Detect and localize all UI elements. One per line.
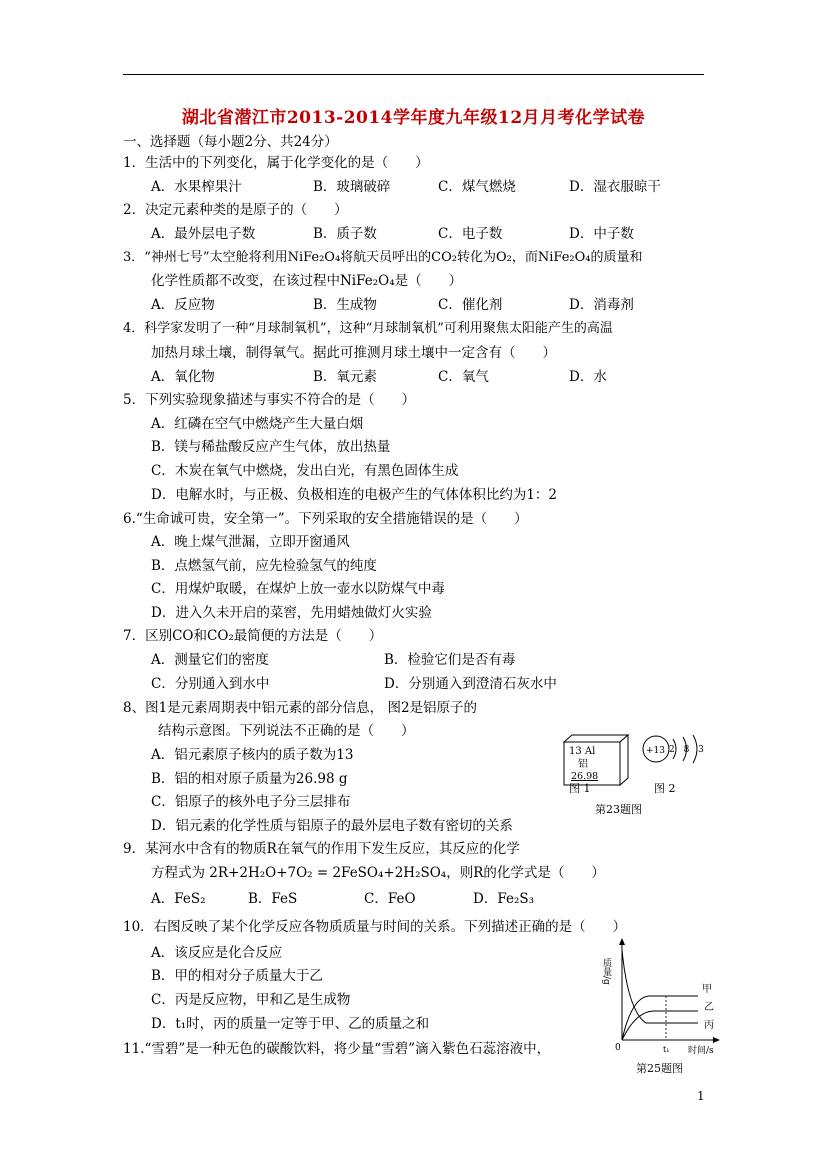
curve-bing <box>622 950 698 1023</box>
q5-option-a: A．红磷在空气中燃烧产生大量白烟 <box>151 416 364 432</box>
question-4-line2: 加热月球土壤，制得氧气。据此可推测月球土壤中一定含有（ ） <box>151 345 556 361</box>
q3-option-b: B．生成物 <box>313 297 377 313</box>
q2-option-d: D．中子数 <box>569 226 634 242</box>
q2-option-a: A．最外层电子数 <box>151 226 256 242</box>
q3-option-d: D．消毒剂 <box>569 297 634 313</box>
figure-25-caption: 第25题图 <box>636 1062 683 1075</box>
origin-label: 0 <box>615 1043 621 1053</box>
q6-option-b: B．点燃氢气前，应先检验氢气的纯度 <box>151 558 377 574</box>
q6-option-c: C．用煤炉取暖，在煤炉上放一壶水以防煤气中毒 <box>151 581 445 597</box>
q10-option-c: C．丙是反应物，甲和乙是生成物 <box>151 992 351 1008</box>
q7-option-a: A．测量它们的密度 <box>151 652 269 668</box>
q3-option-a: A．反应物 <box>151 297 215 313</box>
y-axis-label: 质量/g <box>602 958 611 985</box>
q1-option-d: D．湿衣服晾干 <box>569 179 661 195</box>
q8-option-c: C．铝原子的核外电子分三层排布 <box>151 794 351 810</box>
q8-option-a: A．铝元素原子核内的质子数为13 <box>151 747 354 763</box>
q6-option-a: A．晚上煤气泄漏，立即开窗通风 <box>151 534 350 550</box>
page-number: 1 <box>697 1089 705 1103</box>
q7-option-c: C．分别通入到水中 <box>151 676 270 692</box>
q9-option-c: C．FeO <box>364 891 416 907</box>
question-7: 7．区别CO和CO₂最简便的方法是（ ） <box>123 628 383 644</box>
q1-option-b: B．玻璃破碎 <box>313 179 391 195</box>
question-3-line1: 3．“神州七号”太空舱将利用NiFe₂O₄将航天员呼出的CO₂转化为O₂，而NiFe₂O₄的质量和 <box>123 250 643 265</box>
question-8-line2: 结构示意图。下列说法不正确的是（ ） <box>158 723 415 739</box>
question-10: 10．右图反映了某个化学反应各物质质量与时间的关系。下列描述正确的是（ ） <box>123 919 627 935</box>
curve-jia <box>622 996 698 1040</box>
q9-option-a: A．FeS₂ <box>151 891 206 907</box>
q7-option-b: B．检验它们是否有毒 <box>384 652 516 668</box>
series-label-bing: 丙 <box>704 1020 714 1031</box>
y-axis-arrow <box>619 938 625 945</box>
q3-option-c: C．催化剂 <box>438 297 503 313</box>
q9-option-d: D．Fe₂S₃ <box>473 891 535 907</box>
q1-option-a: A．水果榨果汁 <box>151 179 242 195</box>
question-11: 11.“雪碧”是一种无色的碳酸饮料，将少量“雪碧”滴入紫色石蕊溶液中， <box>123 1041 551 1057</box>
q4-option-d: D．水 <box>569 369 607 385</box>
nucleus-charge: +13 <box>646 746 665 756</box>
t1-label: t₁ <box>663 1045 670 1054</box>
header-rule <box>123 74 704 75</box>
tile-number-symbol: 13 Al <box>569 746 596 757</box>
q2-option-c: C．电子数 <box>438 226 503 242</box>
figure-1-label: 图 1 <box>569 782 591 795</box>
question-9-line2: 方程式为 2R+2H₂O+7O₂ = 2FeSO₄+2H₂SO₄，则R的化学式是（ ） <box>151 865 605 881</box>
q10-option-b: B．甲的相对分子质量大于乙 <box>151 968 323 984</box>
q1-option-c: C．煤气燃烧 <box>438 179 516 195</box>
page-title: 湖北省潜江市2013-2014学年度九年级12月月考化学试卷 <box>181 108 646 128</box>
q6-option-d: D．进入久未开启的菜窖，先用蜡烛做灯火实验 <box>151 605 432 621</box>
question-1: 1．生活中的下列变化，属于化学变化的是（ ） <box>123 155 429 171</box>
q10-option-d: D．t₁时，丙的质量一定等于甲、乙的质量之和 <box>151 1016 430 1032</box>
q7-option-d: D．分别通入到澄清石灰水中 <box>384 676 557 692</box>
q10-option-a: A．该反应是化合反应 <box>151 945 283 961</box>
tile-name: 铝 <box>578 759 588 770</box>
mass-time-graph <box>602 936 722 1058</box>
question-2: 2．决定元素种类的是原子的（ ） <box>123 202 348 218</box>
q9-option-b: B．FeS <box>248 891 298 907</box>
question-9-line1: 9．某河水中含有的物质R在氧气的作用下发生反应，其反应的化学 <box>123 841 520 857</box>
figure-25 <box>602 936 722 1078</box>
figure-23-caption: 第23题图 <box>595 803 642 816</box>
x-axis-arrow <box>713 1037 720 1043</box>
q4-option-b: B．氧元素 <box>313 369 377 385</box>
q8-option-b: B．铝的相对原子质量为26.98 g <box>151 771 348 787</box>
q4-option-c: C．氧气 <box>438 369 489 385</box>
question-3-line2: 化学性质都不改变，在该过程中NiFe₂O₄是（ ） <box>151 273 463 289</box>
curve-yi <box>622 1011 698 1040</box>
series-label-yi: 乙 <box>704 1002 714 1013</box>
q4-option-a: A．氧化物 <box>151 369 215 385</box>
tile-mass: 26.98 <box>571 771 599 782</box>
q2-option-b: B．质子数 <box>313 226 377 242</box>
q5-option-b: B．镁与稀盐酸反应产生气体，放出热量 <box>151 439 391 455</box>
section-heading: 一、选择题（每小题2分、共24分） <box>123 134 338 150</box>
electron-shells: 2 8 3 <box>669 745 707 755</box>
figure-2-label: 图 2 <box>654 782 676 795</box>
x-axis-label: 时间/s <box>688 1046 714 1056</box>
series-label-jia: 甲 <box>702 984 712 995</box>
figure-23 <box>562 732 722 818</box>
question-8-line1: 8、图1是元素周期表中铝元素的部分信息， 图2是铝原子的 <box>123 700 478 716</box>
question-5: 5．下列实验现象描述与事实不符合的是（ ） <box>123 392 416 408</box>
q5-option-d: D．电解水时，与正极、负极相连的电极产生的气体体积比约为1：2 <box>151 487 558 503</box>
question-6: 6.“生命诚可贵，安全第一”。下列采取的安全措施错误的是（ ） <box>123 511 528 527</box>
q8-option-d: D．铝元素的化学性质与铝原子的最外层电子数有密切的关系 <box>151 818 513 834</box>
question-4-line1: 4．科学家发明了一种“月球制氧机”，这种“月球制氧机”可利用聚焦太阳能产生的高温 <box>123 321 613 336</box>
q5-option-c: C．木炭在氧气中燃烧，发出白光，有黑色固体生成 <box>151 463 459 479</box>
